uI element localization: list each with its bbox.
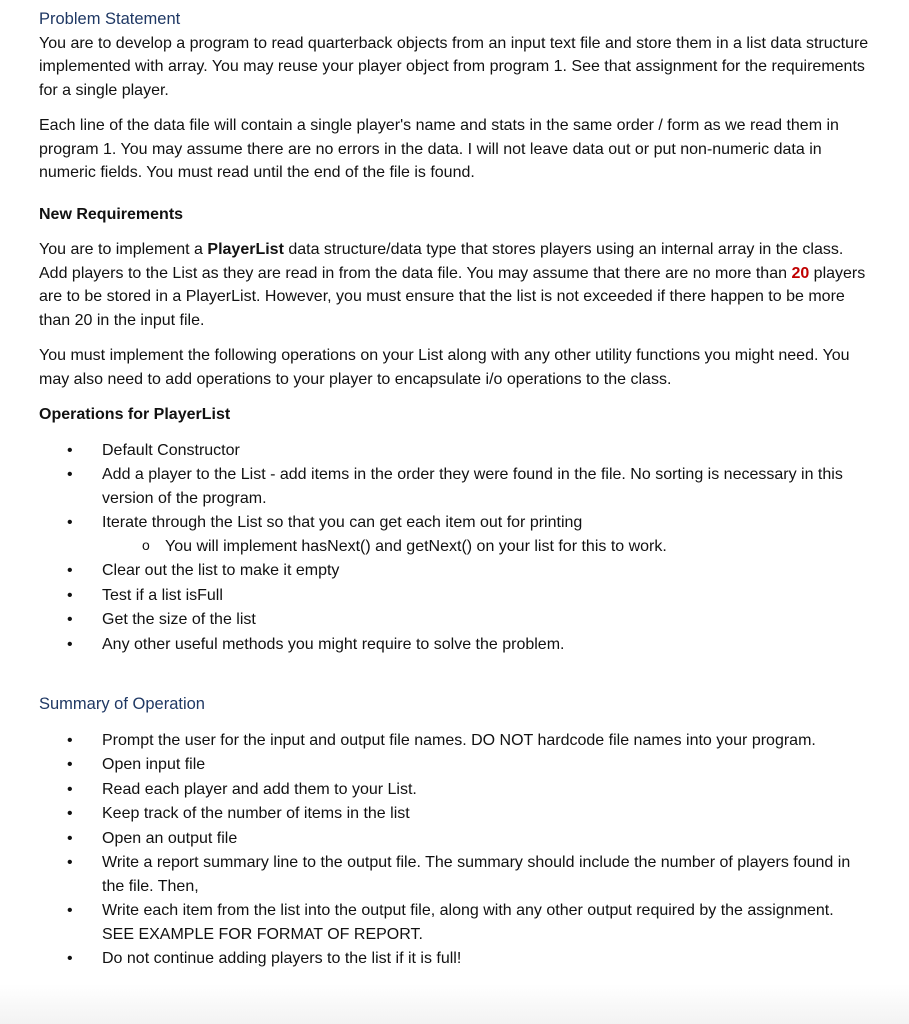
new-requirements-heading: New Requirements <box>39 205 184 223</box>
list-item: • Clear out the list to make it empty <box>39 559 869 583</box>
list-item: • Open input file <box>39 753 869 777</box>
requirements-paragraph-2: You must implement the following operations on your List along with any other utility functions you might need. You may also need to add operations to your player to encapsulate i/o operations to the class. <box>39 347 850 388</box>
list-item: • Default Constructor <box>39 439 869 463</box>
problem-statement-heading: Problem Statement <box>39 10 181 28</box>
bottom-fade <box>0 984 909 1024</box>
list-item: • Add a player to the List - add items in the order they were found in the file. No sorting is necessary in this version of the program. <box>39 463 869 510</box>
operations-list <box>39 439 869 657</box>
requirements-text-c: players are to be stored in a PlayerList. However, you must ensure that the list is not exceeded if there happen to be more than 20 in the input file. <box>39 264 866 329</box>
sub-list <box>102 535 869 559</box>
list-item: • Open an output file <box>39 827 869 851</box>
requirements-text-b: data structure/data type that stores players using an internal array in the class. Add players to the List as they are read in from the data file. You may assume that there are no more than <box>39 241 844 282</box>
playerlist-term: PlayerList <box>207 241 284 258</box>
requirements-text-a: You are to implement a <box>39 241 208 258</box>
sub-list-item: o You will implement hasNext() and getNext() on your list for this to work. <box>102 535 869 559</box>
list-item: • Write a report summary line to the output file. The summary should include the number of players found in the file. Then, <box>39 851 869 898</box>
list-item: • Any other useful methods you might require to solve the problem. <box>39 633 869 657</box>
max-players-value: 20 <box>791 264 810 282</box>
problem-paragraph-2: Each line of the data file will contain a single player's name and stats in the same order / form as we read them in program 1. You may assume there are no errors in the data. I will not leave data out or put non-numeric data in numeric fields. You must read until the end of the file is found. <box>39 117 839 181</box>
summary-heading: Summary of Operation <box>39 695 205 713</box>
list-item: • Prompt the user for the input and output file names. DO NOT hardcode file names into your program. <box>39 729 869 753</box>
list-item: • Keep track of the number of items in the list <box>39 802 869 826</box>
list-item <box>39 511 869 558</box>
list-item: • Get the size of the list <box>39 608 869 632</box>
requirements-paragraph-1 <box>39 238 869 332</box>
document-page <box>39 8 869 972</box>
list-item-text: Iterate through the List so that you can get each item out for printing <box>102 514 583 531</box>
list-item: • Test if a list isFull <box>39 584 869 608</box>
operations-heading: Operations for PlayerList <box>39 406 231 423</box>
summary-list <box>39 729 869 971</box>
list-item: • Write each item from the list into the output file, along with any other output required by the assignment. SEE EXAMPLE FOR FORMAT OF REPORT. <box>39 899 869 946</box>
problem-paragraph-1: You are to develop a program to read quarterback objects from an input text file and store them in a list data structure implemented with array. You may reuse your player object from program 1. See that assignment for the requirements for a single player. <box>39 34 869 99</box>
list-item: • Do not continue adding players to the list if it is full! <box>39 947 869 971</box>
list-item: • Read each player and add them to your List. <box>39 778 869 802</box>
